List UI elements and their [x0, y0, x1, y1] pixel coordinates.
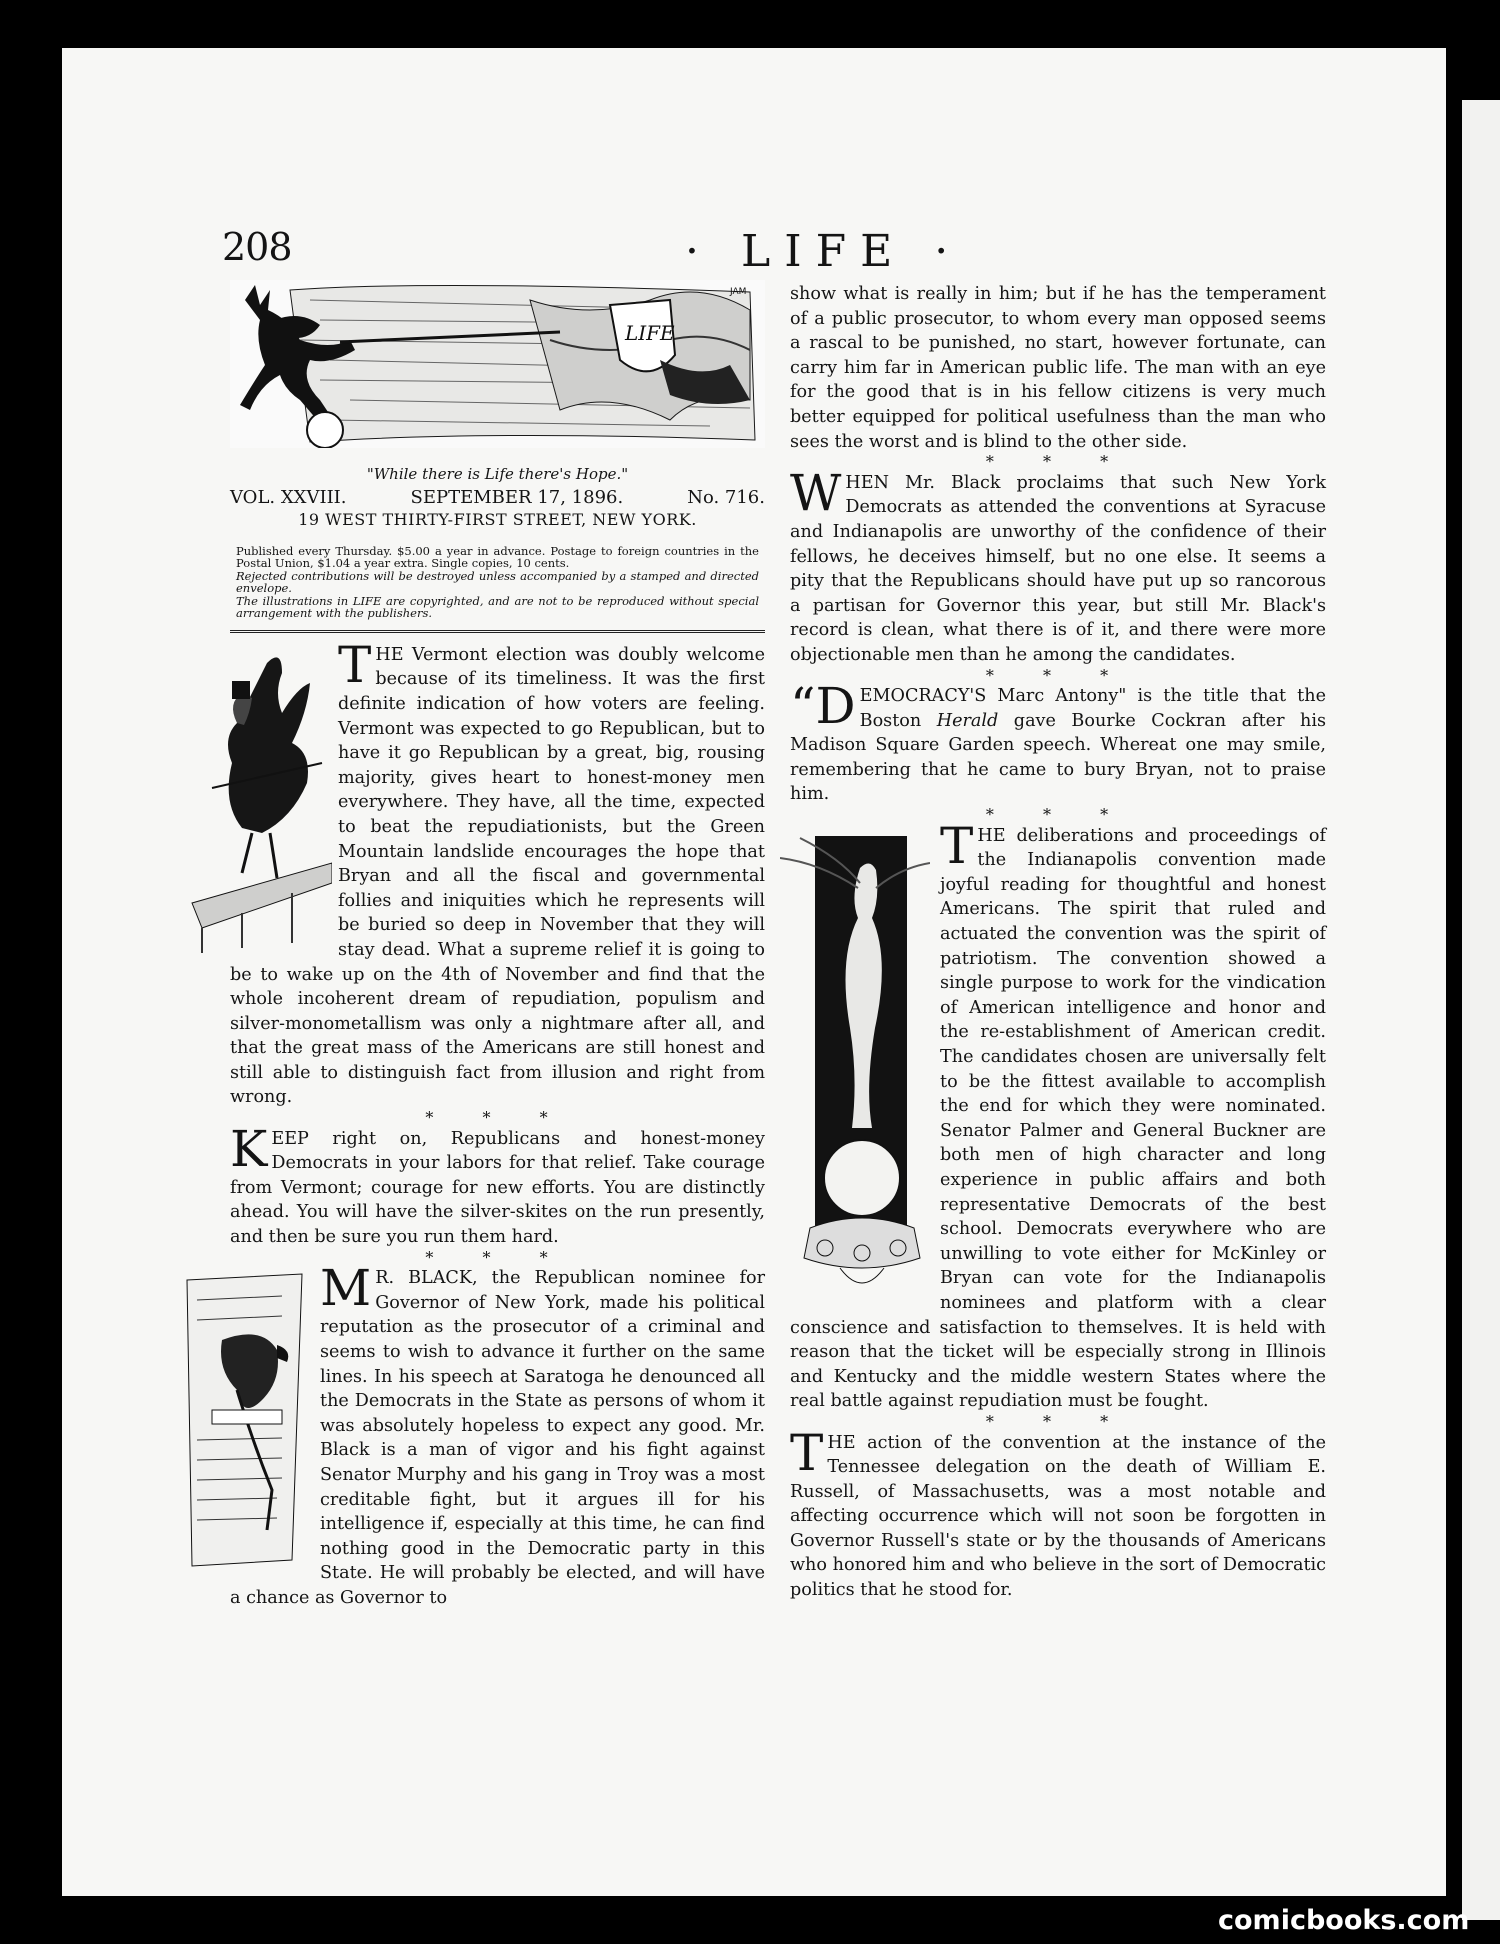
section-separator: * * *	[985, 452, 1131, 472]
volume-label: VOL. XXVIII.	[230, 487, 347, 509]
democracy-text-end: gave Bourke Cockran after his Madison Square Garden speech. Whereat one may smile, remembering that he came to bury Bryan, not to praise him.	[790, 710, 1326, 805]
black-dropcap: M	[320, 1259, 372, 1318]
banner-illustration	[230, 280, 765, 448]
contributions-notice: Rejected contributions will be destroyed unless accompanied by a stamped and directed envelope.	[236, 568, 759, 596]
keep-paragraph	[230, 1119, 765, 1250]
section-separator: * * *	[425, 1108, 570, 1128]
when-paragraph	[790, 463, 1326, 668]
vermont-text: HE Vermont election was doubly welcome because of its timeliness. It was the first definite indication of how voters are feeling. Vermont was expected to go Republican, but to have it go Republican by a great, big, rousing majority, gives heart to honest-money men everywhere. They have, all the time, expected to beat the repudiationists, but the Green Mountain landslide encourages the hope that Bryan and all the fiscal and governmental follies and iniquities which he represents will be buried so deep in November that they will stay dead. What a supreme relief it is going to be to wake up on the 4th of November and find that the whole incoherent dream of repudiation, populism and silver-monometallism was only a nightmare after all, and that the great mass of the Americans are still honest and still able to distinguish fact from illusion and right from wrong.	[230, 644, 765, 1108]
when-text: HEN Mr. Black proclaims that such New York Democrats as attended the conventions at Syracuse and Indianapolis are unworthy of the confidence of their fellows, he deceives himself, but no one else. It seems a pity that the Republicans should have put up so rancorous a partisan for Governor this year, but still Mr. Black's record is clean, what there is of it, and there were more objectionable men than he among the candidates.	[790, 472, 1326, 665]
herald-title: Herald	[936, 710, 999, 731]
masthead-rule	[230, 630, 765, 633]
action-text: HE action of the convention at the instance of the Tennessee delegation on the death of William E. Russell, of Massachusetts, was a most notable and affecting occurrence which will not soon be forgotten in Governor Russell's state or by the thousands of Americans who honored him and who believe in the sort of Democratic politics that he stood for.	[790, 1432, 1326, 1601]
democracy-paragraph	[790, 677, 1326, 807]
keep-dropcap: K	[230, 1119, 268, 1178]
banner-signature: JAM	[730, 287, 747, 297]
left-column	[230, 280, 765, 1611]
issue-date: SEPTEMBER 17, 1896.	[410, 487, 624, 509]
section-separator: * * *	[985, 665, 1131, 685]
motto: "While there is Life there's Hope."	[366, 464, 629, 483]
continued-paragraph: show what is really in him; but if he has the temperament of a public prosecutor, to whom every man opposed seems a rascal to be punished, no start, however fortunate, can carry him far in American public life. The man with an eye for the good that is in his fellow citizens is very much better equipped for political usefulness than the man who sees the worst and is blind to the other side.	[790, 284, 1326, 452]
action-paragraph	[790, 1423, 1326, 1603]
keep-text: EEP right on, Republicans and honest-money Democrats in your labors for that relief. Take courage from Vermont; courage for new efforts. You are distinctly ahead. You will have the silver-skites on the run presently, and then be sure you run them hard.	[230, 1128, 765, 1248]
pax-illustration	[780, 828, 930, 1308]
section-separator: * * *	[425, 1247, 570, 1267]
svg-text:LIFE: LIFE	[625, 321, 675, 345]
vermont-dropcap: T	[338, 635, 372, 694]
page-number: 208	[222, 225, 292, 269]
masthead: · LIFE ·	[685, 226, 963, 277]
democracy-dropcap: “D	[790, 677, 856, 736]
copyright-notice: The illustrations in LIFE are copyrighted, and are not to be reproduced without special arrangement with the publishers.	[236, 593, 759, 621]
site-watermark: comicbooks.com	[1218, 1905, 1470, 1936]
indianapolis-text: HE deliberations and proceedings of the Indianapolis convention made joyful reading for thoughtful and honest Americans. The spirit that ruled and actuated the convention was the spirit of patriotism. The convention showed a single purpose to work for the vindication of American intelligence and honor and the re-establishment of American credit. The candidates chosen are universally felt to be the fittest available to accomplish the end for which they were nominated. Senator Palmer and General Buckner are both men of high character and long experience in public affairs and both representative Democrats of the best school. Democrats everywhere who are unwilling to vote either for McKinley or Bryan can vote for the Indianapolis nominees and platform with a clear conscience and satisfaction to themselves. It is held with reason that the ticket will be especially strong in Illinois and Kentucky and the middle western States where the real battle against repudiation must be fought.	[790, 825, 1326, 1412]
right-column	[790, 282, 1326, 1603]
section-separator: * * *	[985, 805, 1131, 825]
black-text: R. BLACK, the Republican nominee for Governor of New York, made his political reputation as the prosecutor of a criminal and seems to wish to advance it further on the same lines. In his speech at Saratoga he denounced all the Democrats in the State as persons of whom it was absolutely hopeless to expect any good. Mr. Black is a man of vigor and his fight against Senator Murphy and his gang in Troy was a most creditable fight, but it argues ill for his intelligence if, especially at this time, he can find nothing good in the Democratic party in this State. He will probably be elected, and will have a chance as Governor to	[230, 1268, 765, 1608]
issue-line	[230, 488, 765, 508]
next-page-edge	[1462, 100, 1500, 1920]
democracy-text-start: EMOCRACY'S Marc Antony" is the title that the Boston	[859, 686, 1326, 731]
section-separator: * * *	[985, 1411, 1131, 1431]
indianapolis-dropcap: T	[940, 816, 974, 875]
subscription-notice: Published every Thursday. $5.00 a year in advance. Postage to foreign countries in the Postal Union, $1.04 a year extra. Single copies, 10 cents.	[236, 543, 759, 571]
when-dropcap: W	[790, 463, 842, 522]
office-address: 19 WEST THIRTY-FIRST STREET, NEW YORK.	[298, 510, 697, 530]
publication-notice	[230, 545, 765, 620]
issue-number: No. 716.	[687, 487, 765, 509]
parrot-illustration	[182, 1270, 312, 1570]
rooster-illustration	[182, 643, 332, 958]
action-dropcap: T	[790, 1423, 824, 1482]
